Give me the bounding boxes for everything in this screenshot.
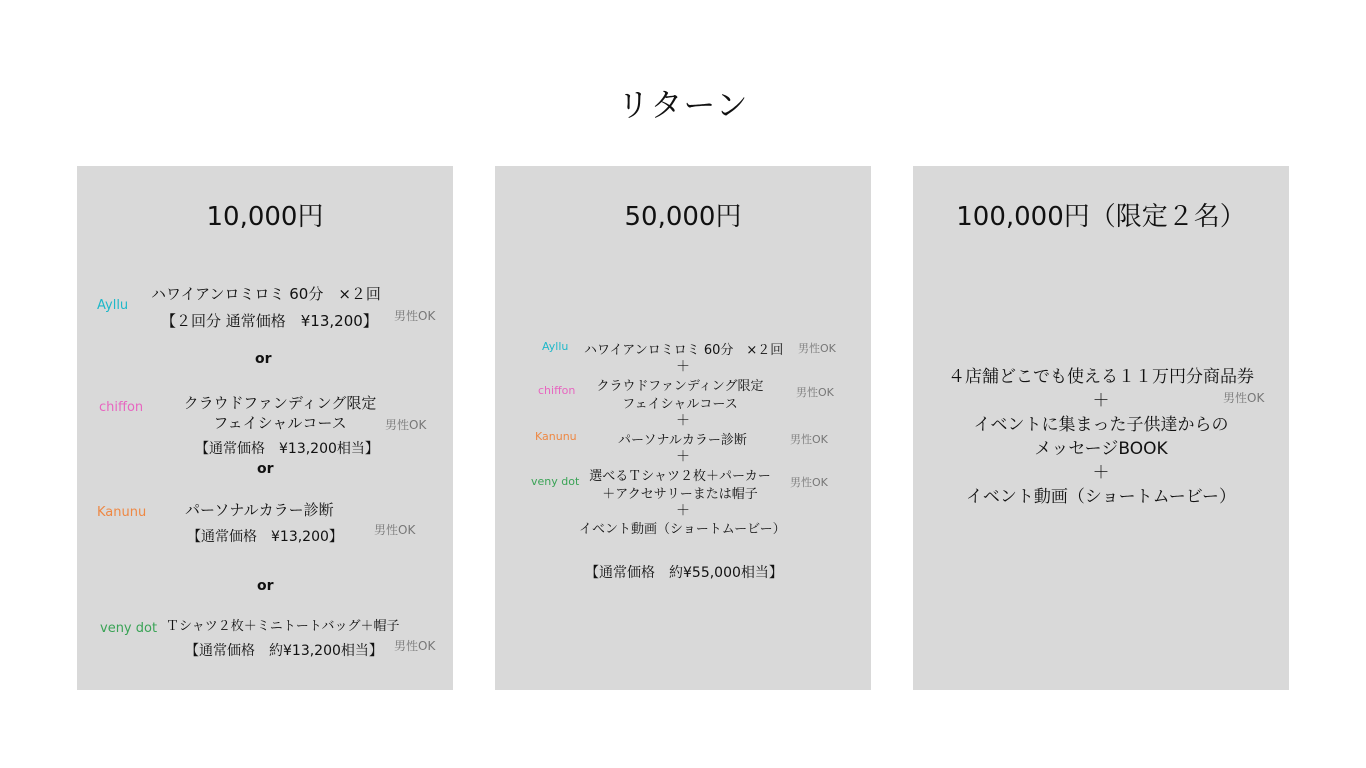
shop-label-chiffon: chiffon [538,384,576,397]
veny-dot-service-line-1: 選べるＴシャツ２枚＋パーカー [589,469,771,484]
chiffon-service-line-2: フェイシャルコース [622,397,738,412]
veny-dot-price-line: 【通常価格 約¥13,200相当】 [185,643,383,659]
event-video-line: イベント動画（ショートムービー） [965,487,1237,507]
male-ok-badge: 男性OK [790,433,828,446]
message-book-line-2: メッセージBOOK [1034,439,1168,459]
shop-label-ayllu: Ayllu [542,340,569,353]
chiffon-service-line-1: クラウドファンディング限定 [183,394,377,412]
chiffon-service-line-1: クラウドファンディング限定 [596,379,764,394]
chiffon-price-line: 【通常価格 ¥13,200相当】 [195,441,379,457]
kanunu-service-line: パーソナルカラー診断 [618,433,747,448]
plus-separator: ＋ [676,413,690,429]
tier-price: 100,000円（限定２名） [956,202,1246,232]
event-video-line: イベント動画（ショートムービー） [579,522,786,537]
ayllu-price-line: 【２回分 通常価格 ¥13,200】 [161,312,378,330]
male-ok-badge: 男性OK [790,476,828,489]
kanunu-price-line: 【通常価格 ¥13,200】 [187,529,343,545]
male-ok-badge: 男性OK [798,342,836,355]
shop-label-kanunu: Kanunu [535,430,577,443]
ayllu-service-line: ハワイアンロミロミ 60分 ×２回 [584,343,784,358]
or-separator: or [257,578,274,594]
shop-label-veny-dot: veny dot [531,475,580,488]
tier-card-10000 [77,166,453,690]
male-ok-badge: 男性OK [1223,391,1265,405]
or-separator: or [257,461,274,477]
tier-price: 50,000円 [624,202,742,232]
tier-price: 10,000円 [206,202,324,232]
male-ok-badge: 男性OK [374,523,416,537]
tier-card-50000 [495,166,871,690]
male-ok-badge: 男性OK [394,309,436,323]
plus-separator: ＋ [676,449,690,465]
shop-label-ayllu: Ayllu [97,298,129,313]
veny-dot-service-line: Ｔシャツ２枚＋ミニトートバッグ＋帽子 [166,619,400,634]
plus-separator: ＋ [1092,463,1110,483]
male-ok-badge: 男性OK [796,386,834,399]
plus-separator: ＋ [676,359,690,375]
shop-label-veny-dot: veny dot [100,621,158,636]
veny-dot-service-line-2: ＋アクセサリーまたは帽子 [602,487,758,502]
total-price-line: 【通常価格 約¥55,000相当】 [585,565,783,581]
message-book-line-1: イベントに集まった子供達からの [973,415,1229,435]
male-ok-badge: 男性OK [385,418,427,432]
gift-voucher-line: ４店舗どこでも使える１１万円分商品券 [948,367,1254,387]
chiffon-service-line-2: フェイシャルコース [213,414,347,432]
male-ok-badge: 男性OK [394,639,436,653]
plus-separator: ＋ [1092,391,1110,411]
shop-label-chiffon: chiffon [99,400,144,415]
tier-card-100000 [913,166,1289,690]
kanunu-service-line: パーソナルカラー診断 [185,501,334,519]
or-separator: or [255,351,272,367]
page-title: リターン [617,86,749,124]
plus-separator: ＋ [676,503,690,519]
shop-label-kanunu: Kanunu [97,505,147,520]
ayllu-service-line: ハワイアンロミロミ 60分 ×２回 [151,285,381,303]
